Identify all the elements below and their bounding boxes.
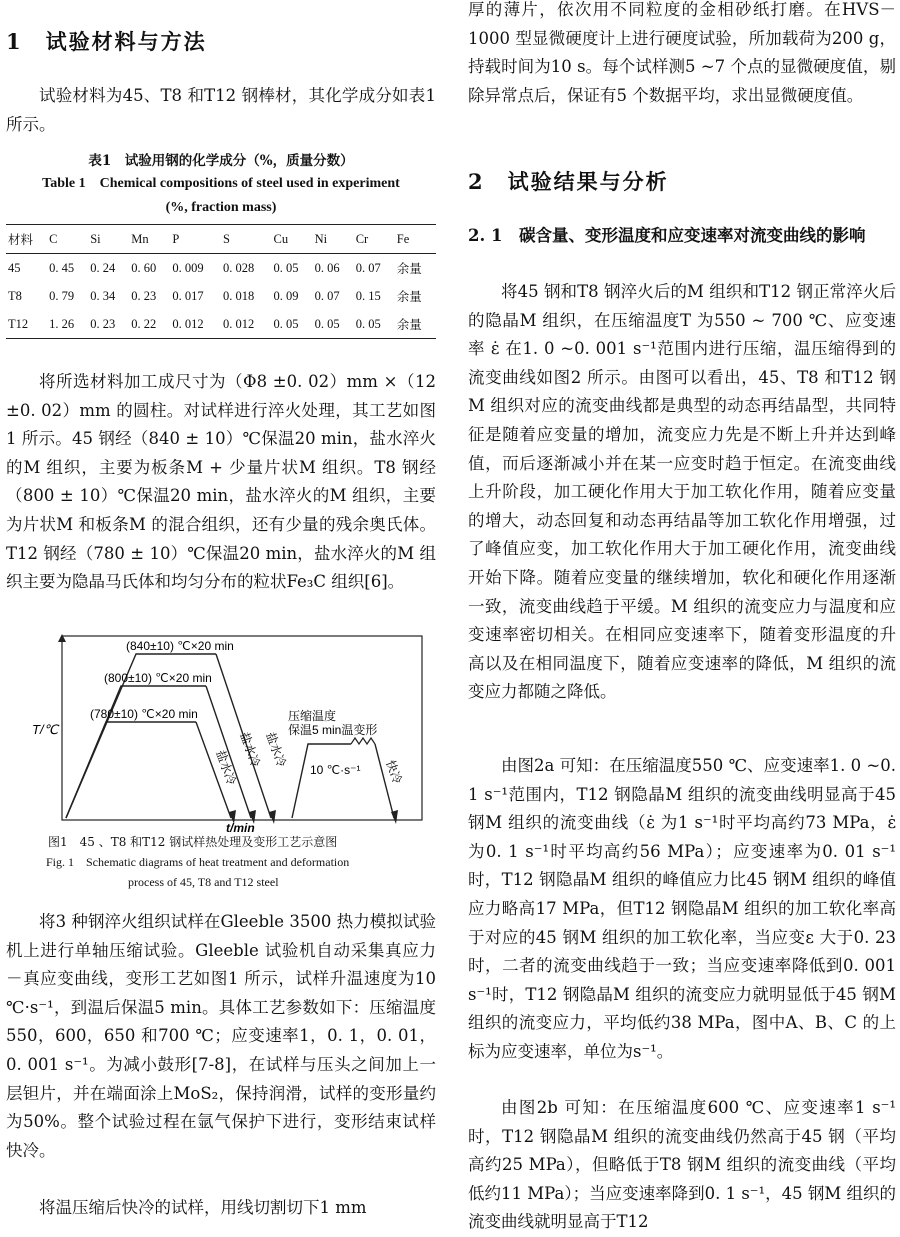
table-cell: 余量 [396,318,422,332]
table-cell: 0. 24 [90,260,116,275]
y-axis-arrow-icon [58,634,66,642]
quench-label-2: 盐水冷 [237,730,263,769]
curve-800 [66,686,206,818]
table-cell: 0. 05 [314,316,340,331]
table-cell: 0. 017 [172,288,204,303]
col-header: Fe [396,231,410,246]
table-cell: 0. 07 [314,288,340,303]
hardness-paragraph: 厚的薄片，依次用不同粒度的金相砂纸打磨。在HVS－1000 型显微硬度计上进行硬度试验，所加载荷为200 g，持载时间为10 s。每个试样测5 ~7 个点的显微硬度值，剔除异常点后，保证有5 个数据平均，求出显微硬度值。 [468,0,896,105]
table-cell: 0. 009 [172,260,204,275]
table-cell: 0. 22 [131,316,157,331]
table-cell: T12 [8,316,29,331]
quench-label-1: 盐水冷 [213,748,239,787]
label-780: (780±10) ℃×20 min [90,707,198,721]
quench-label-3: 盐水冷 [263,730,289,769]
table-cell: 0. 45 [49,260,75,275]
table-row [6,310,436,339]
flow-curve-paragraph: 将45 钢和T8 钢淬火后的M 组织和T12 钢正常淬火后的隐晶M 组织，在压缩温度T 为550 ~ 700 ℃、应变速率 ε̇ 在1. 0 ~0. 001 s⁻¹范围内进行压缩，温压缩得到的流变曲线如图2 所示。由图可以看出，45、T8 和T12 钢M 组织对应的流变曲线都是典型的动态再结晶型，共同特征是随着应变量的增加，流变应力先是不断上升并达到峰值，而后逐渐减小并在某一应变时趋于恒定。在流变曲线上升阶段，加工硬化作用大于加工软化作用，随着应变量的增大，动态回复和动态再结晶等加工软化作用增强，过了峰值应变，加工软化作用大于加工硬化作用，流变曲线开始下降。随着应变量的继续增加，软化和硬化作用逐渐一致，流变曲线趋于平缓。M 组织的流变应力与温度和应变速率密切相关。在相同应变速率下，随着变形温度的升高以及在相同温度下，随着应变速率的降低，M 组织的流变应力都随之降低。 [468,282,896,702]
table-cell: 0. 23 [90,316,116,331]
col-header: Si [90,231,101,246]
table-cell: 0. 60 [131,260,157,275]
rate-label: 10 ℃·s⁻¹ [310,763,361,777]
table-cell: 余量 [396,290,422,304]
x-axis-label: t/min [226,821,255,834]
figure-caption-cn: 图1 45 、T8 和T12 钢试样热处理及变形工艺示意图 [48,835,338,849]
col-header: 材料 [8,233,34,247]
table-cell: 0. 06 [314,260,340,275]
table-cell: T8 [8,288,22,303]
table-caption-en-2: (%, fraction mass) [165,200,277,215]
col-header: S [222,231,230,246]
table-cell: 0. 05 [273,316,299,331]
deform-label-2: 保温5 min温变形 [288,723,378,737]
table-cell: 45 [8,260,21,275]
gleeble-paragraph: 将3 种钢淬火组织试样在Gleeble 3500 热力模拟试验机上进行单轴压缩试验。Gleeble 试验机自动采集真应力－真应变曲线，变形工艺如图1 所示，试样升温速度为10 ℃·s⁻¹，到温后保温5 min。具体工艺参数如下：压缩温度550，600，650 和700 ℃；应变速率1，0. 1，0. 01，0. 001 s⁻¹。为减小鼓形[7-8]，在试样与压头之间加上一层钽片，并在端面涂上MoS₂，保持润滑，试样的变形量约为50%。整个试验过程在氩气保护下进行，变形结束试样快冷。 [6,912,436,1160]
table-row [6,254,436,283]
label-840: (840±10) ℃×20 min [126,639,234,653]
deform-zigzag [351,738,375,744]
intro-paragraph: 试验材料为45、T8 和T12 钢棒材，其化学成分如表1 所示。 [6,86,436,134]
col-header: Cr [355,231,369,246]
col-header: P [172,231,180,246]
col-header: Ni [314,231,328,246]
table-1-block [6,150,436,339]
table-caption-cn: 表1 试验用钢的化学成分（%，质量分数） [88,153,354,169]
figure-caption-en-2: process of 45, T8 and T12 steel [128,875,279,889]
table-caption-en: Table 1 Chemical compositions of steel used in experiment [42,176,400,191]
section-1-title: 1 试验材料与方法 [6,29,207,54]
table-cell: 0. 07 [355,260,381,275]
table-cell: 0. 15 [355,288,381,303]
table-header-row [6,225,436,254]
col-header: Mn [131,231,149,246]
col-header: Cu [273,231,289,246]
curve-780 [66,722,196,818]
table-cell: 0. 018 [222,288,255,303]
deform-label-1: 压缩温度 [288,709,337,723]
deform-heating [292,744,351,818]
table-cell: 0. 34 [90,288,116,303]
table-cell: 0. 23 [131,288,157,303]
table-row [6,282,436,310]
subsection-2-1-title: 2. 1 碳含量、变形温度和应变速率对流变曲线的影响 [468,226,866,245]
label-800: (800±10) ℃×20 min [104,671,212,685]
table-cell: 1. 26 [49,316,75,331]
fast-cool-label: 快冷 [383,758,405,786]
table-cell: 0. 09 [273,288,299,303]
figure-caption-en: Fig. 1 Schematic diagrams of heat treatment and deformation [46,855,350,869]
fig2b-paragraph: 由图2b 可知：在压缩温度600 ℃、应变速率1 s⁻¹时，T12 钢隐晶M 组织的流变曲线仍然高于45 钢（平均高约25 MPa），但略低于T8 钢M 组织的流变曲线（平均低约11 MPa）；当应变速率降到0. 1 s⁻¹，45 钢M 组织的流变曲线就明显高于T12 [468,1098,896,1232]
fig2a-paragraph: 由图2a 可知：在压缩温度550 ℃、应变速率1. 0 ~0. 1 s⁻¹范围内，T12 钢隐晶M 组织的流变曲线明显高于45 钢M 组织的流变曲线（ε̇ 为1 s⁻¹时平均高约73 MPa，ε̇ 为0. 1 s⁻¹时平均高约56 MPa）；应变速率为0. 01 s⁻¹时，T12 钢隐晶M 组织的峰值应力比45 钢M 组织的峰值应力略高17 MPa，但T12 钢隐晶M 组织的加工软化率高于对应的45 钢M 组织的加工软化率，当应变ε 大于0. 23 时，二者的流变曲线趋于一致；当应变速率降低到0. 001 s⁻¹时，T12 钢隐晶M 组织的流变应力就明显低于45 钢M 组织的流变应力，平均低约38 MPa，图中A、B、C 的上标为应变速率，单位为s⁻¹。 [468,756,896,1061]
table-cell: 0. 05 [273,260,299,275]
table-cell: 0. 79 [49,288,75,303]
table-cell: 0. 012 [222,316,255,331]
table-cell: 0. 012 [172,316,204,331]
arrow-icon [391,810,398,824]
specimen-paragraph: 将所选材料加工成尺寸为（Φ8 ±0. 02）mm ×（12 ±0. 02）mm 的圆柱。对试样进行淬火处理，其工艺如图1 所示。45 钢经（840 ± 10）℃保温20 min，盐水淬火的M 组织，主要为板条M + 少量片状M 组织。T8 钢经（800 ± 10）℃保温20 min，盐水淬火的M 组织，主要为片状M 和板条M 的混合组织，还有少量的残余奥氏体。T12 钢经（780 ± 10）℃保温20 min，盐水淬火的M 组织主要为隐晶马氏体和均匀分布的粒状Fe₃C 组织[6]。 [6,372,436,592]
table-cell: 0. 05 [355,316,381,331]
heat-treatment-diagram [26,634,426,834]
figure-1 [26,634,426,834]
table-cell: 0. 028 [222,260,255,275]
section-2-title: 2 试验结果与分析 [468,169,669,194]
col-header: C [49,231,58,246]
table-cell: 余量 [396,262,422,276]
y-axis-label: T/℃ [32,722,59,737]
composition-table [6,224,436,339]
cutting-paragraph: 将温压缩后快冷的试样，用线切割切下1 mm [39,1198,367,1217]
